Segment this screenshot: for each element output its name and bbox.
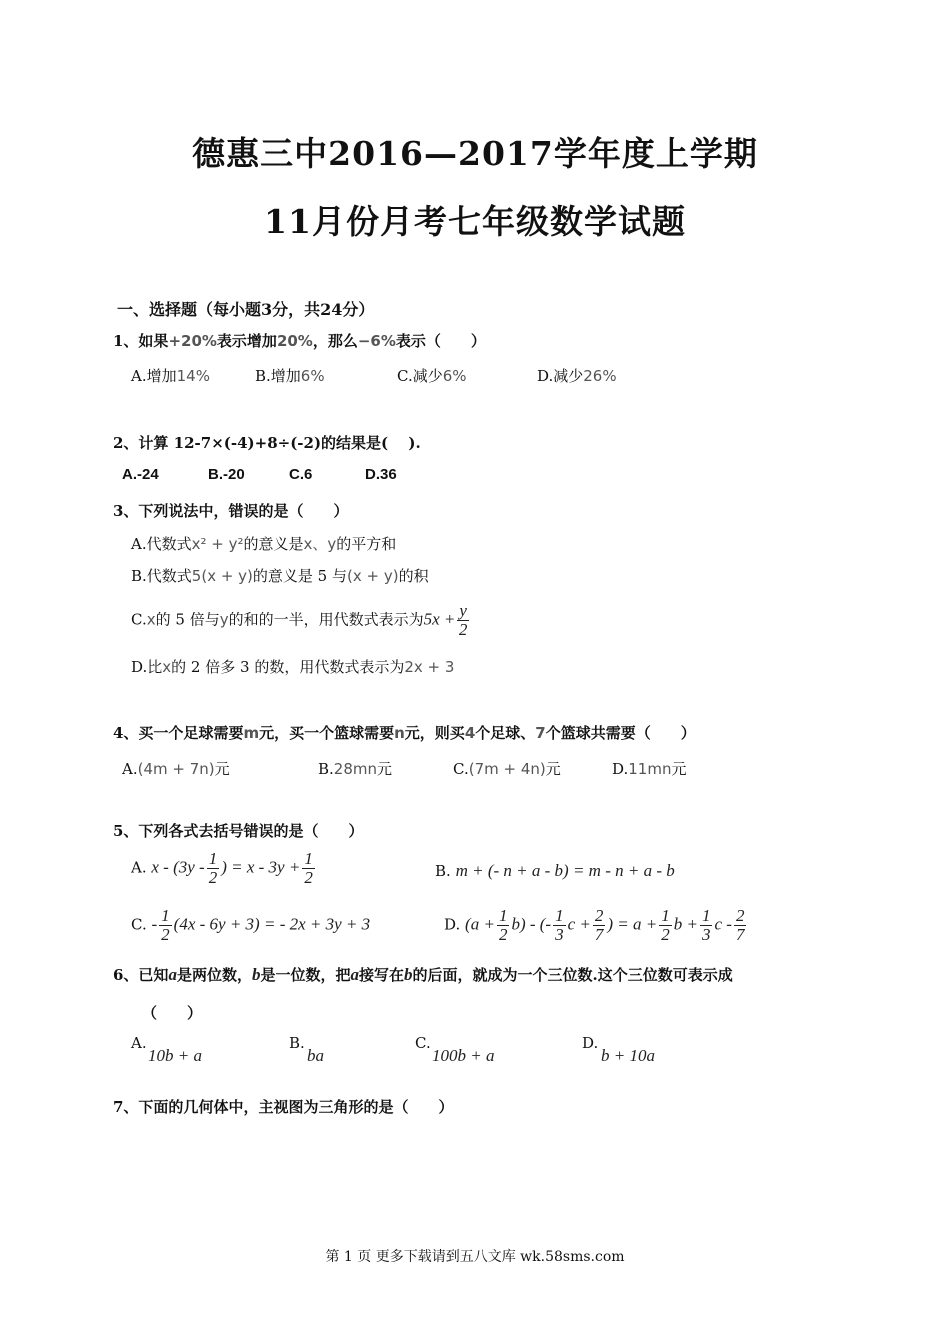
question-4-option-a: A.(4m + 7n)元 [122,760,230,778]
question-6-option-b-expr: ba [307,1046,324,1065]
section-heading: 一、选择题（每小题3分，共24分） [117,300,375,319]
question-1-option-b: B.增加6% [255,367,325,385]
question-4-stem: 4、买一个足球需要m元，买一个篮球需要n元，则买4个足球、7个篮球共需要（ ） [113,724,696,742]
question-2-stem: 2、计算 12-7×(-4)+8÷(-2)的结果是( ). [113,434,421,452]
question-4-option-d: D.11mn元 [612,760,687,778]
question-5-option-b: B. m + (- n + a - b) = m - n + a - b [435,861,675,880]
question-3-option-b: B.代数式5(x + y)的意义是 5 与(x + y)的积 [131,567,429,585]
question-6-option-a-expr: 10b + a [148,1046,202,1065]
question-6-stem: 6、已知a是两位数，b是一位数，把a接写在b的后面，就成为一个三位数.这个三位数可表示成 [113,965,733,984]
question-6-option-b-label: B. [289,1034,305,1052]
question-6-option-d-expr: b + 10a [601,1046,655,1065]
question-2-option-b: B.-20 [208,466,245,483]
question-6-option-d-label: D. [582,1034,599,1052]
question-5-option-a: A. x - (3y - $\frac{1}{2}$ ) = x - 3y + $\frac{1}{2}$ [131,849,313,887]
question-2-option-c: C.6 [289,466,313,483]
question-5-option-c: C. - $\frac{1}{2}$ (4x - 6y + 3) = - 2x + 3y + 3 [131,906,371,944]
question-6-option-c-label: C. [415,1034,431,1052]
question-5-option-d: D. (a + $\frac{1}{2}$ b) - (- $\frac{1}{3}$ c + $\frac{2}{7}$ ) = a + $\frac{1}{2}$ b + $\frac{1}{3}$ c - $\frac{2}{7}$ [444,906,745,944]
question-1-option-a: A.增加14% [131,367,210,385]
question-5-stem: 5、下列各式去括号错误的是（ ） [113,822,364,840]
page-footer: 第 1 页 更多下载请到五八文库 wk.58sms.com [325,1249,625,1265]
question-3-stem: 3、下列说法中，错误的是（ ） [113,502,349,520]
question-6-option-a-label: A. [131,1034,147,1052]
question-4-option-c: C.(7m + 4n)元 [453,760,561,778]
question-1-stem: 1、如果+20%表示增加20%，那么−6%表示（ ） [113,332,486,350]
question-6-paren: （ ） [142,1004,203,1022]
question-3-option-d: D.比x的 2 倍多 3 的数，用代数式表示为2x + 3 [131,658,455,676]
question-2-option-a: A.-24 [122,466,159,483]
question-2-option-d: D.36 [365,466,397,483]
question-3-option-a: A.代数式x² + y²的意义是x、y的平方和 [131,535,397,553]
question-7-stem: 7、下面的几何体中，主视图为三角形的是（ ） [113,1098,454,1116]
question-6-option-c-expr: 100b + a [432,1046,495,1065]
question-1-option-c: C.减少6% [397,367,467,385]
question-3-option-c: C.x的 5 倍与y的和的一半，用代数式表示为5x + $\frac{y}{2}$ [131,601,468,639]
title-line-2: 11月份月考七年级数学试题 [264,202,686,241]
question-1-option-d: D.减少26% [537,367,617,385]
title-line-1: 德惠三中2016—2017学年度上学期 [192,134,758,173]
question-4-option-b: B.28mn元 [318,760,393,778]
